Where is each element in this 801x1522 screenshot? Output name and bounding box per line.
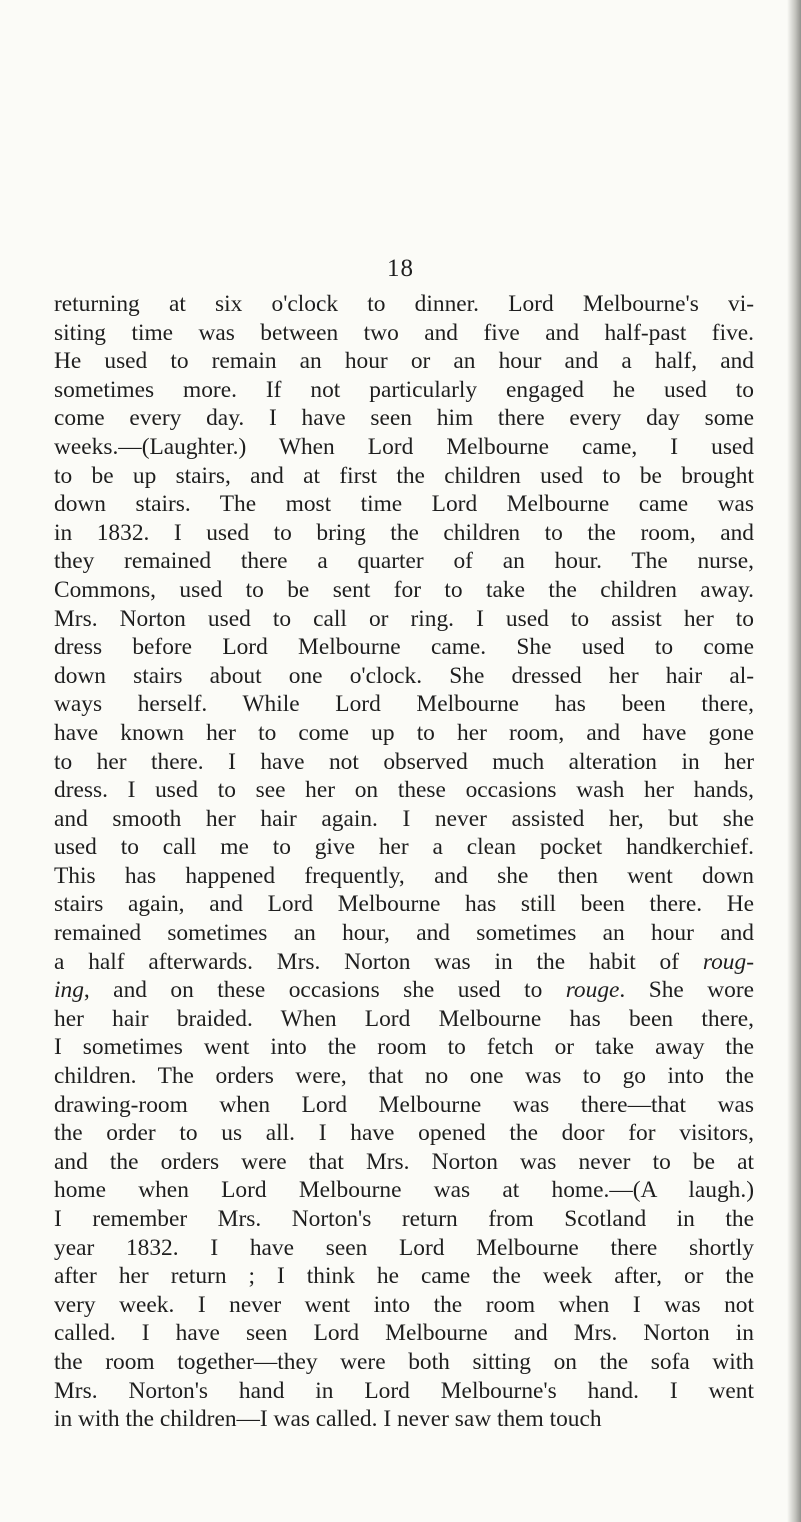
text-line: Mrs. Norton's hand in Lord Melbourne's hand. I went bbox=[54, 1377, 754, 1404]
text-line: dress before Lord Melbourne came. She used to come bbox=[54, 634, 754, 661]
text-line: stairs again, and Lord Melbourne has still been there. He bbox=[54, 891, 754, 918]
text-line: Commons, used to be sent for to take the children away. bbox=[54, 576, 754, 603]
text-line: Mrs. Norton used to call or ring. I used to assist her to bbox=[54, 605, 754, 632]
body-text bbox=[54, 290, 754, 1434]
page-edge-shadow bbox=[787, 0, 801, 1522]
text-line: remained sometimes an hour, and sometimes an hour and bbox=[54, 920, 754, 947]
page-number: 18 bbox=[387, 255, 414, 282]
text-line: the order to us all. I have opened the door for visitors, bbox=[54, 1120, 754, 1147]
text-line: in 1832. I used to bring the children to the room, and bbox=[54, 519, 754, 546]
italic-word: rouge bbox=[565, 977, 620, 1004]
text-line: This has happened frequently, and she then went down bbox=[54, 862, 754, 889]
text-line: dress. I used to see her on these occasions wash her hands, bbox=[54, 777, 754, 804]
text-line: to be up stairs, and at first the children used to be brought bbox=[54, 462, 754, 489]
text-line: I remember Mrs. Norton's return from Scotland in the bbox=[54, 1206, 754, 1232]
text-line: a half afterwards. Mrs. Norton was in the habit of roug- bbox=[54, 948, 754, 975]
text-line: after her return ; I think he came the week after, or the bbox=[54, 1263, 754, 1290]
text-line: very week. I never went into the room when I was not bbox=[54, 1291, 754, 1318]
text-line: drawing-room when Lord Melbourne was there—that was bbox=[54, 1091, 754, 1118]
text-line: He used to remain an hour or an hour and a half, and bbox=[54, 348, 754, 375]
text-line: and smooth her hair again. I never assisted her, but she bbox=[54, 805, 754, 832]
italic-word: roug- bbox=[702, 948, 754, 975]
text-line: come every day. I have seen him there every day some bbox=[54, 405, 754, 432]
text-line: in with the children—I was called. I never saw them touch bbox=[54, 1406, 602, 1433]
text-line: her hair braided. When Lord Melbourne has been there, bbox=[54, 1005, 754, 1032]
text-line: used to call me to give her a clean pocket handkerchief. bbox=[54, 834, 754, 861]
text-line: sometimes more. If not particularly engaged he used to bbox=[54, 376, 754, 403]
text-line: year 1832. I have seen Lord Melbourne there shortly bbox=[54, 1234, 754, 1261]
text-line: down stairs. The most time Lord Melbourne came was bbox=[54, 491, 754, 518]
text-line: ways herself. While Lord Melbourne has been there, bbox=[54, 691, 754, 718]
text-line: children. The orders were, that no one was to go into the bbox=[54, 1063, 754, 1090]
text-line: returning at six o'clock to dinner. Lord Melbourne's vi- bbox=[54, 291, 754, 317]
text-line: weeks.—(Laughter.) When Lord Melbourne came, I used bbox=[54, 433, 754, 460]
text-line: to her there. I have not observed much alteration in her bbox=[54, 748, 754, 775]
text-line: down stairs about one o'clock. She dressed her hair al- bbox=[54, 662, 754, 689]
text-line: siting time was between two and five and half-past five. bbox=[54, 319, 754, 346]
text-line: and the orders were that Mrs. Norton was never to be at bbox=[54, 1148, 754, 1175]
italic-word: ing bbox=[54, 977, 84, 1004]
text-line: I sometimes went into the room to fetch or take away the bbox=[54, 1034, 754, 1061]
text-line: they remained there a quarter of an hour. The nurse, bbox=[54, 548, 754, 575]
text-line: have known her to come up to her room, and have gone bbox=[54, 719, 754, 746]
text-line: ing, and on these occasions she used to rouge. She wore bbox=[54, 977, 754, 1004]
text-line: the room together—they were both sitting on the sofa with bbox=[54, 1348, 754, 1375]
text-line: called. I have seen Lord Melbourne and Mrs. Norton in bbox=[54, 1320, 754, 1347]
text-line: home when Lord Melbourne was at home.—(A laugh.) bbox=[54, 1177, 754, 1204]
